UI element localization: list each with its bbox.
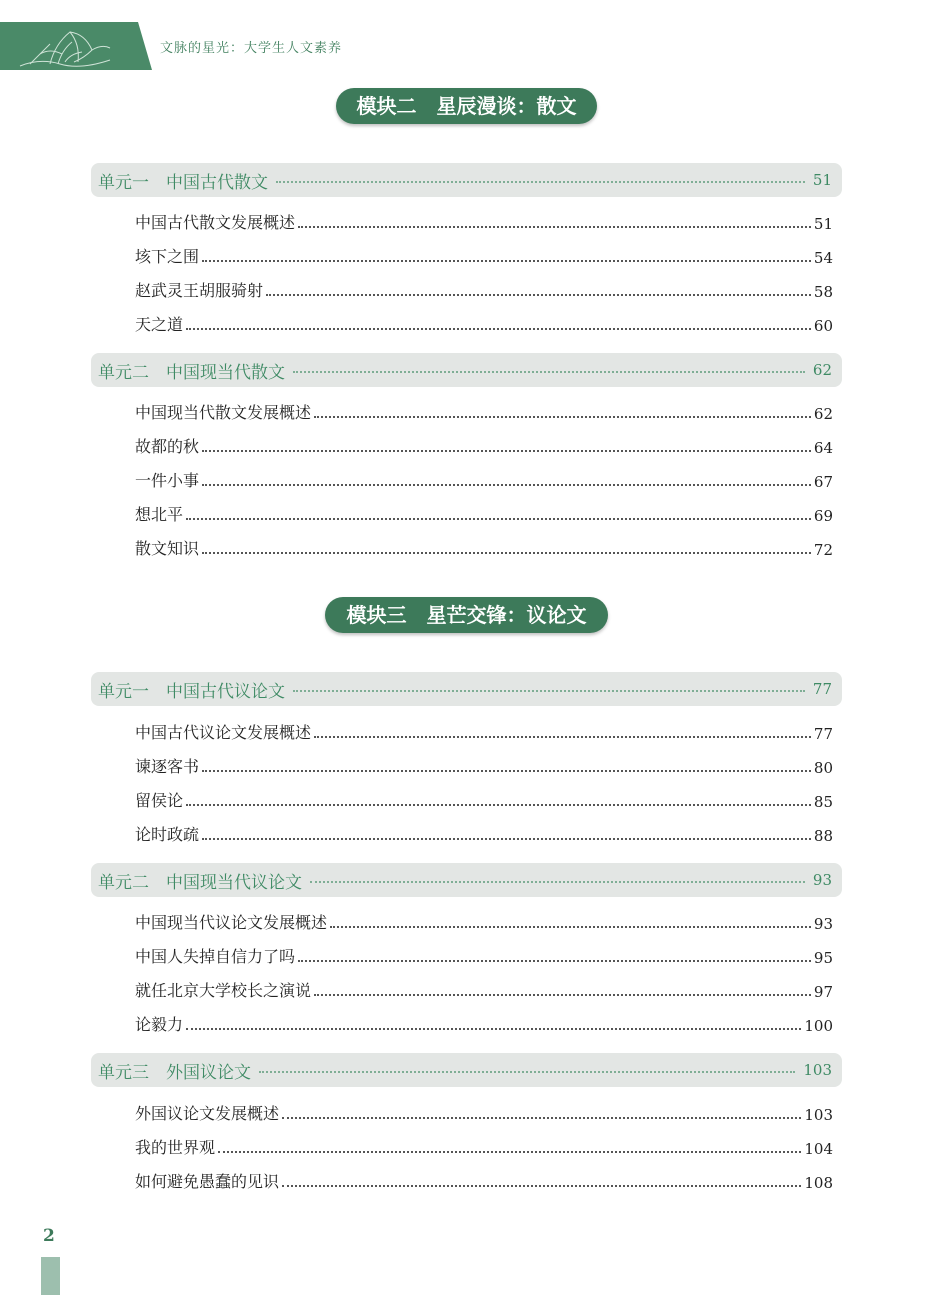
toc-entry[interactable] [135,1136,833,1158]
dot-leader [293,690,805,692]
toc-entry[interactable] [135,435,833,457]
book-title: 文脉的星光：大学生人文素养 [160,41,343,56]
entry-page: 100 [804,1017,833,1035]
entry-page: 95 [813,949,833,967]
dot-leader [282,1185,801,1187]
dot-leader [314,736,811,738]
toc-entry[interactable] [135,401,833,423]
dot-leader [202,770,811,772]
header-band [0,22,152,70]
unit-heading[interactable] [91,1053,842,1087]
entry-page: 104 [804,1140,833,1158]
toc-entry[interactable] [135,211,833,233]
toc-entry[interactable] [135,503,833,525]
entry-page: 80 [813,759,833,777]
entry-title: 垓下之围 [135,247,200,266]
dot-leader [266,294,811,296]
entry-title: 天之道 [135,315,184,334]
unit-heading[interactable] [91,863,842,897]
entry-title: 中国现当代散文发展概述 [135,403,312,422]
entry-page: 88 [813,827,833,845]
dot-leader [298,960,811,962]
dot-leader [259,1071,795,1073]
toc-entry[interactable] [135,721,833,743]
dot-leader [186,328,811,330]
entry-title: 谏逐客书 [135,757,200,776]
unit-page: 62 [812,361,832,379]
unit-page: 93 [812,871,832,889]
unit-page: 51 [812,171,832,189]
toc-entry[interactable] [135,945,833,967]
dot-leader [298,226,811,228]
dot-leader [202,552,811,554]
unit-title: 单元三 外国议论文 [98,1062,251,1083]
entry-page: 69 [813,507,833,525]
entry-page: 72 [813,541,833,559]
entry-title: 如何避免愚蠢的见识 [135,1172,280,1191]
unit-title: 单元二 中国现当代散文 [98,362,285,383]
lotus-flower-icon [10,24,130,68]
dot-leader [276,181,805,183]
entry-title: 留侯论 [135,791,184,810]
corner-tab [41,1257,60,1295]
unit-title: 单元二 中国现当代议论文 [98,872,302,893]
entry-title: 中国古代议论文发展概述 [135,723,312,742]
unit-page: 103 [803,1061,832,1079]
entry-title: 散文知识 [135,539,200,558]
toc-entry[interactable] [135,537,833,559]
unit-heading[interactable] [91,353,842,387]
toc-entry[interactable] [135,789,833,811]
module-title: 模块二 星辰漫谈：散文 [336,88,597,124]
entry-title: 想北平 [135,505,184,524]
entry-page: 77 [813,725,833,743]
entry-page: 62 [813,405,833,423]
entry-page: 97 [813,983,833,1001]
toc-entry[interactable] [135,823,833,845]
entry-title: 故都的秋 [135,437,200,456]
toc-entry[interactable] [135,279,833,301]
unit-heading[interactable] [91,672,842,706]
dot-leader [218,1151,801,1153]
toc-entry[interactable] [135,1170,833,1192]
dot-leader [282,1117,801,1119]
entry-title: 论毅力 [135,1015,184,1034]
module-title: 模块三 星芒交锋：议论文 [325,597,608,633]
unit-title: 单元一 中国古代散文 [98,172,268,193]
entry-page: 85 [813,793,833,811]
entry-page: 54 [813,249,833,267]
entry-title: 外国议论文发展概述 [135,1104,280,1123]
dot-leader [310,881,805,883]
toc-entry[interactable] [135,979,833,1001]
dot-leader [186,1028,801,1030]
dot-leader [202,450,811,452]
toc-entry[interactable] [135,313,833,335]
entry-title: 中国现当代议论文发展概述 [135,913,328,932]
page-number: 2 [43,1226,55,1246]
entry-title: 中国古代散文发展概述 [135,213,296,232]
entry-title: 论时政疏 [135,825,200,844]
entry-page: 103 [804,1106,833,1124]
entry-title: 中国人失掉自信力了吗 [135,947,296,966]
entry-page: 58 [813,283,833,301]
entry-page: 67 [813,473,833,491]
toc-entry[interactable] [135,1102,833,1124]
unit-page: 77 [812,680,832,698]
dot-leader [314,994,811,996]
dot-leader [202,260,811,262]
unit-title: 单元一 中国古代议论文 [98,681,285,702]
entry-page: 64 [813,439,833,457]
dot-leader [202,838,811,840]
entry-title: 一件小事 [135,471,200,490]
toc-entry[interactable] [135,911,833,933]
entry-title: 我的世界观 [135,1138,216,1157]
toc-entry[interactable] [135,1013,833,1035]
entry-page: 108 [804,1174,833,1192]
dot-leader [186,518,811,520]
toc-entry[interactable] [135,755,833,777]
dot-leader [314,416,811,418]
entry-page: 93 [813,915,833,933]
toc-entry[interactable] [135,469,833,491]
entry-page: 60 [813,317,833,335]
dot-leader [186,804,811,806]
toc-entry[interactable] [135,245,833,267]
entry-page: 51 [813,215,833,233]
entry-title: 就任北京大学校长之演说 [135,981,312,1000]
dot-leader [293,371,805,373]
entry-title: 赵武灵王胡服骑射 [135,281,264,300]
dot-leader [330,926,811,928]
dot-leader [202,484,811,486]
unit-heading[interactable] [91,163,842,197]
